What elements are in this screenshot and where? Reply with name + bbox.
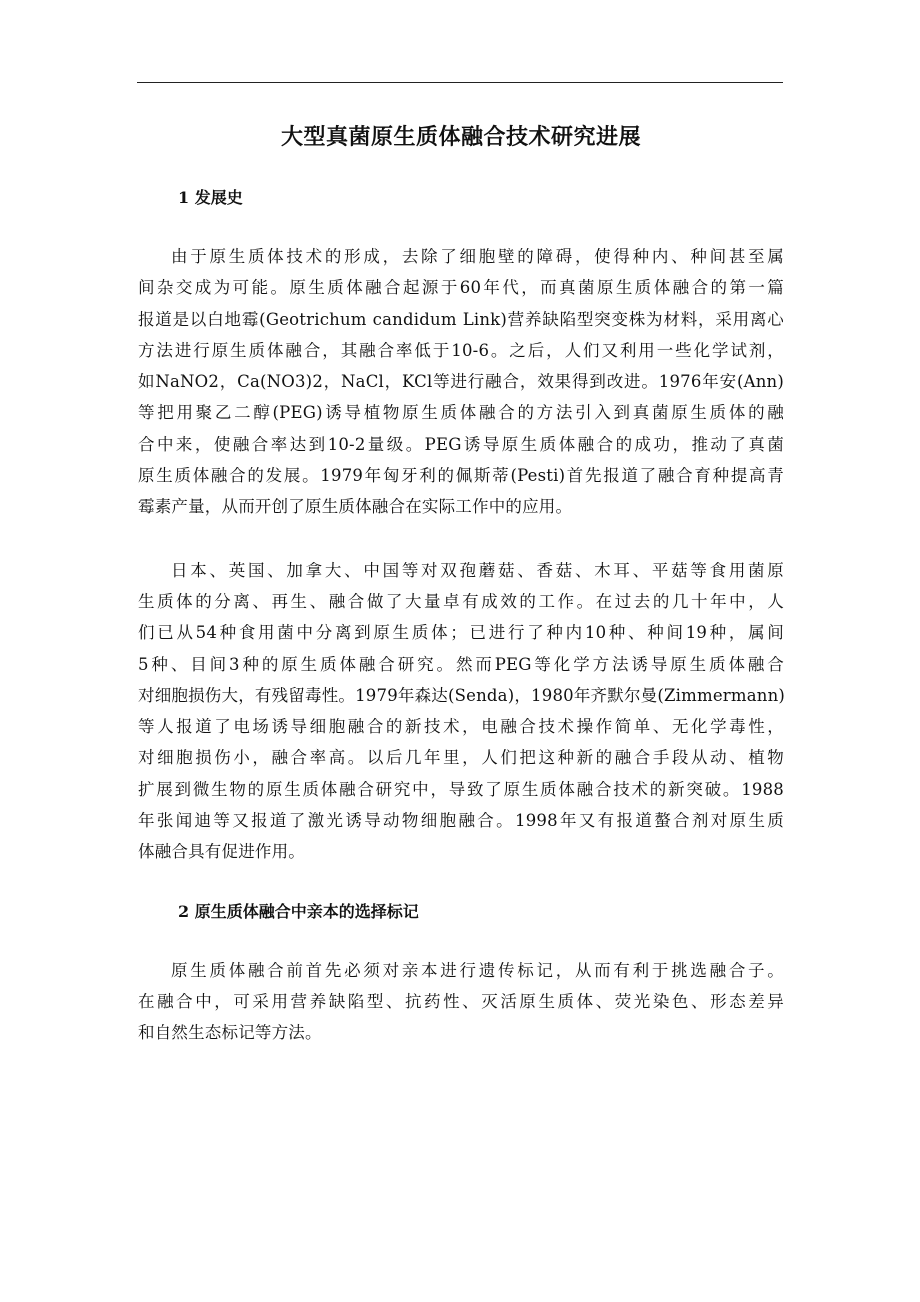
text-line: 等把用聚乙二醇(PEG)诱导植物原生质体融合的方法引入到真菌原生质体的融 bbox=[138, 403, 784, 423]
text-line: 扩展到微生物的原生质体融合研究中，导致了原生质体融合技术的新突破。1988 bbox=[138, 779, 784, 799]
paragraph-parent-markers-1 bbox=[138, 955, 784, 1049]
text-line: 日本、英国、加拿大、中国等对双孢蘑菇、香菇、木耳、平菇等食用菌原 bbox=[171, 560, 784, 580]
header-rule bbox=[137, 82, 783, 83]
text-line: 对细胞损伤小，融合率高。以后几年里，人们把这种新的融合手段从动、植物 bbox=[138, 748, 784, 768]
paragraph-history-1 bbox=[138, 241, 784, 523]
document-page bbox=[138, 118, 784, 1081]
text-line: 们已从54种食用菌中分离到原生质体；已进行了种内10种、种间19种，属间 bbox=[138, 623, 784, 643]
text-line: 原生质体融合的发展。1979年匈牙利的佩斯蒂(Pesti)首先报道了融合育种提高青 bbox=[138, 466, 784, 486]
text-line: 年张闻迪等又报道了激光诱导动物细胞融合。1998年又有报道螯合剂对原生质 bbox=[138, 811, 784, 831]
text-line: 5种、目间3种的原生质体融合研究。然而PEG等化学方法诱导原生质体融合 bbox=[138, 654, 784, 674]
text-line: 合中来，使融合率达到10-2量级。PEG诱导原生质体融合的成功，推动了真菌 bbox=[138, 434, 784, 454]
document-title: 大型真菌原生质体融合技术研究进展 bbox=[280, 124, 641, 150]
text-line: 由于原生质体技术的形成，去除了细胞壁的障碍，使得种内、种间甚至属 bbox=[171, 247, 784, 266]
text-line: 对细胞损伤大，有残留毒性。1979年森达(Senda)，1980年齐默尔曼(Zimmermann) bbox=[138, 685, 786, 705]
section-heading-history: 1 发展史 bbox=[178, 188, 243, 207]
text-line: 和自然生态标记等方法。 bbox=[138, 1023, 322, 1043]
paragraph-history-2 bbox=[138, 555, 784, 868]
section-heading-parent-markers: 2 原生质体融合中亲本的选择标记 bbox=[178, 901, 419, 921]
text-line: 生质体的分离、再生、融合做了大量卓有成效的工作。在过去的几十年中，人 bbox=[138, 591, 784, 611]
text-line: 报道是以白地霉(Geotrichum candidum Link)营养缺陷型突变株为材料，采用离心 bbox=[138, 309, 784, 329]
text-line: 如NaNO2，Ca(NO3)2，NaCl，KCl等进行融合，效果得到改进。1976年安(Ann) bbox=[138, 372, 784, 392]
text-line: 体融合具有促进作用。 bbox=[138, 842, 305, 862]
text-line: 方法进行原生质体融合，其融合率低于10-6。之后，人们又利用一些化学试剂， bbox=[138, 340, 784, 360]
text-line: 霉素产量，从而开创了原生质体融合在实际工作中的应用。 bbox=[138, 497, 573, 517]
text-line: 等人报道了电场诱导细胞融合的新技术，电融合技术操作简单、无化学毒性， bbox=[138, 717, 784, 737]
text-line: 原生质体融合前首先必须对亲本进行遗传标记，从而有利于挑选融合子。 bbox=[171, 960, 784, 980]
text-line: 间杂交成为可能。原生质体融合起源于60年代，而真菌原生质体融合的第一篇 bbox=[138, 278, 784, 298]
text-line: 在融合中，可采用营养缺陷型、抗药性、灭活原生质体、荧光染色、形态差异 bbox=[138, 991, 784, 1011]
